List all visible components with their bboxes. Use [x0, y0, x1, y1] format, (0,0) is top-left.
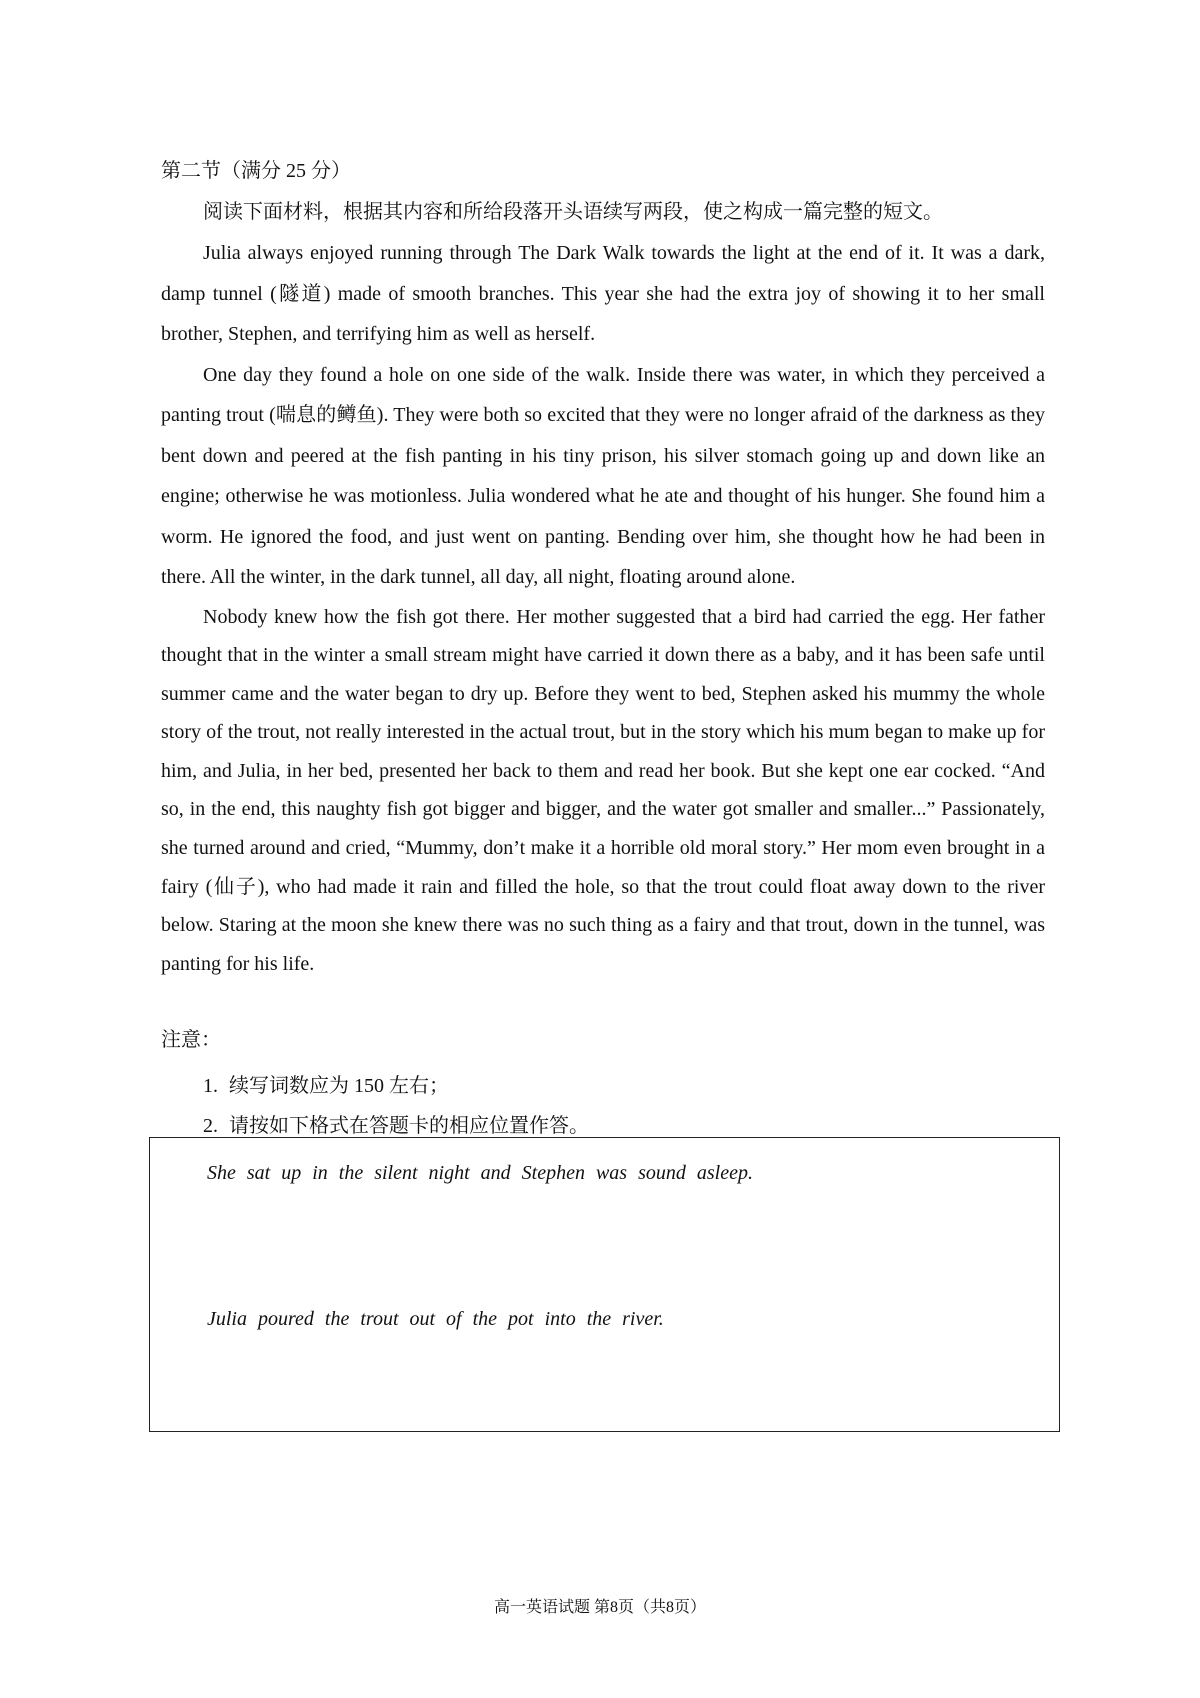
- note-number: 2.: [203, 1115, 218, 1137]
- passage-paragraph-3: Nobody knew how the fish got there. Her mother suggested that a bird had carried the egg. Her father thought that in the winter a small stream might have carried it down there as a baby, and it has been safe until summer came and the water began to dry up. Before they went to bed, Stephen asked his mummy the whole story of the trout, not really interested in the actual trout, but in the story which his mum began to make up for him, and Julia, in her bed, presented her back to them and read her book. But she kept one ear cocked. “And so, in the end, this naughty fish got bigger and bigger, and the water got smaller and smaller...” Passionately, she turned around and cried, “Mummy, don’t make it a horrible old moral story.” Her mom even brought in a fairy (仙子), who had made it rain and filled the hole, so that the trout could float away down to the river below. Staring at the moon she knew there was no such thing as a fairy and that trout, down in the tunnel, was panting for his life.: [161, 605, 1045, 975]
- notes-heading: 注意：: [161, 1029, 221, 1051]
- task-instruction: 阅读下面材料，根据其内容和所给段落开头语续写两段，使之构成一篇完整的短文。: [203, 201, 943, 223]
- note-item: [203, 1066, 589, 1106]
- note-text: 续写词数应为 150 左右；: [229, 1075, 449, 1097]
- section-heading: 第二节（满分 25 分）: [161, 160, 351, 182]
- notes-list: [203, 1066, 589, 1146]
- passage-paragraph-1: Julia always enjoyed running through The Dark Walk towards the light at the end of it. It was a dark, damp tunnel (隧道) made of smooth branches. This year she had the extra joy of showing it to her small brother, Stephen, and terrifying him as well as herself.: [161, 242, 1045, 345]
- page-footer: 高一英语试题 第8页（共8页）: [493, 1599, 706, 1616]
- passage-paragraph-2: One day they found a hole on one side of the walk. Inside there was water, in which they perceived a panting trout (喘息的鳟鱼). They were both so excited that they were no longer afraid of the darkness as they bent down and peered at the fish panting in his tiny prison, his silver stomach going up and down like an engine; otherwise he was motionless. Julia wondered what he ate and thought of his hunger. She found him a worm. He ignored the food, and just went on panting. Bending over him, she thought how he had been in there. All the winter, in the dark tunnel, all day, all night, floating around alone.: [161, 363, 1045, 588]
- answer-format-box: [149, 1137, 1060, 1432]
- paragraph-opener-1: She sat up in the silent night and Stephen was sound asleep.: [207, 1162, 753, 1184]
- note-text: 请按如下格式在答题卡的相应位置作答。: [229, 1115, 589, 1137]
- note-number: 1.: [203, 1075, 218, 1097]
- paragraph-opener-2: Julia poured the trout out of the pot into the river.: [207, 1308, 664, 1330]
- reading-passage: [161, 233, 1045, 983]
